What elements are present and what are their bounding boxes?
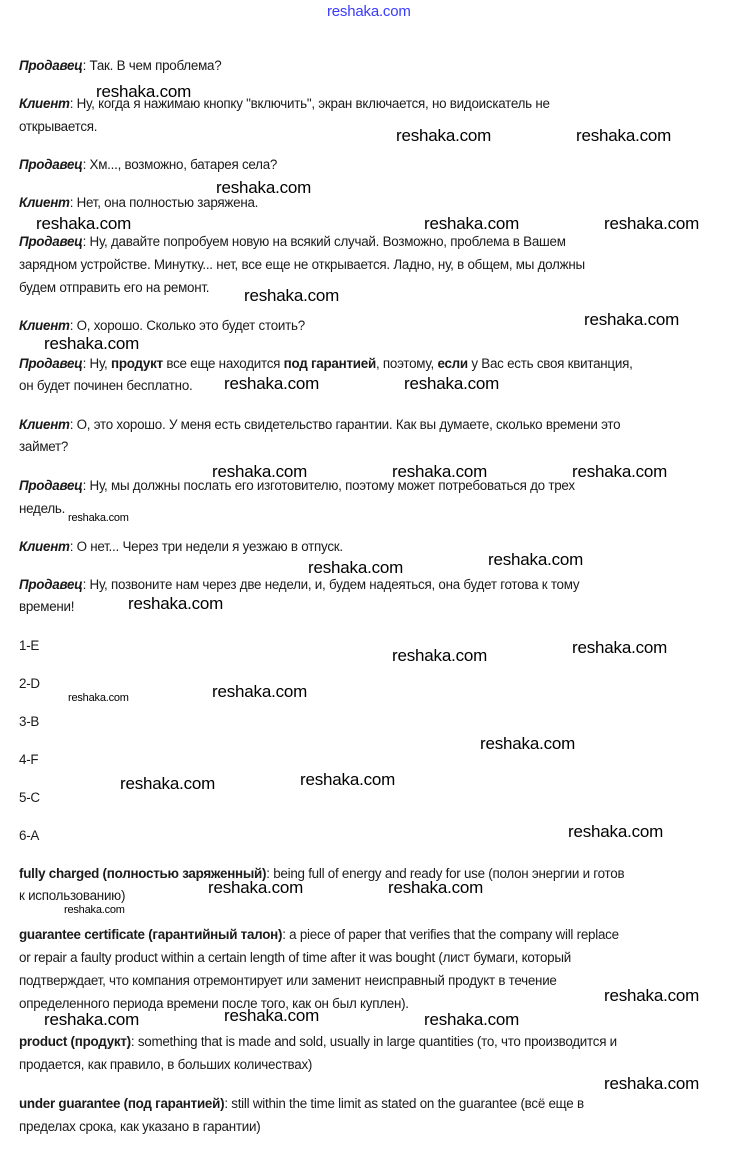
answer-item: 3-B [19,714,40,729]
dialogue-line: недель. [19,501,66,516]
answer-item: 5-C [19,790,40,805]
glossary-line: fully charged (полностью заряженный): being full of energy and ready for use (полон энергии и готов [19,866,625,881]
watermark: reshaka.com [576,126,672,145]
watermark: reshaka.com [216,178,312,197]
glossary-line: under guarantee (под гарантией): still within the time limit as stated on the guarantee (всё еще в [19,1096,584,1111]
watermark: reshaka.com [488,550,584,569]
watermark: reshaka.com [396,126,492,145]
watermark-small: reshaka.com [64,904,125,916]
watermark: reshaka.com [572,638,668,657]
glossary-line: к использованию) [19,888,126,903]
dialogue-line: открывается. [19,119,98,134]
watermark: reshaka.com [568,822,664,841]
dialogue-line: Продавец: Ну, давайте попробуем новую на всякий случай. Возможно, проблема в Вашем [19,234,566,249]
watermark: reshaka.com [120,774,216,793]
dialogue-line: Продавец: Хм..., возможно, батарея села? [19,157,278,172]
watermark: reshaka.com [604,986,700,1005]
watermark: reshaka.com [388,878,484,897]
dialogue-line: времени! [19,599,75,614]
watermark: reshaka.com [424,1010,520,1029]
watermark: reshaka.com [308,558,404,577]
watermark: reshaka.com [36,214,132,233]
watermark: reshaka.com [424,214,520,233]
watermark: reshaka.com [404,374,500,393]
dialogue-line: Продавец: Ну, продукт все еще находится под гарантией, поэтому, если у Вас есть своя квитанция, [19,356,633,371]
watermark: reshaka.com [44,334,140,353]
dialogue-line: Продавец: Ну, позвоните нам через две недели, и, будем надеяться, она будет готова к тому [19,577,580,592]
watermark-small: reshaka.com [68,512,129,524]
watermark: reshaka.com [572,462,668,481]
watermark: reshaka.com [300,770,396,789]
glossary-line: guarantee certificate (гарантийный талон): a piece of paper that verifies that the company will replace [19,927,619,942]
watermark: reshaka.com [212,682,308,701]
watermark: reshaka.com [584,310,680,329]
dialogue-line: Клиент: Ну, когда я нажимаю кнопку "включить", экран включается, но видоискатель не [19,96,550,111]
watermark: reshaka.com [44,1010,140,1029]
glossary-line: product (продукт): something that is made and sold, usually in large quantities (то, что производится и [19,1034,617,1049]
dialogue-line: Клиент: О, это хорошо. У меня есть свидетельство гарантии. Как вы думаете, сколько времени это [19,417,621,432]
watermark: reshaka.com [392,462,488,481]
watermark: reshaka.com [604,214,700,233]
dialogue-line: займет? [19,439,69,454]
dialogue-line: Клиент: О, хорошо. Сколько это будет стоить? [19,318,305,333]
watermark: reshaka.com [604,1074,700,1093]
dialogue-line: Клиент: О нет... Через три недели я уезжаю в отпуск. [19,539,343,554]
dialogue-line: Продавец: Так. В чем проблема? [19,58,222,73]
dialogue-line: будем отправить его на ремонт. [19,280,210,295]
watermark: reshaka.com [212,462,308,481]
answer-item: 1-E [19,638,40,653]
glossary-line: пределах срока, как указано в гарантии) [19,1119,261,1134]
dialogue-line: он будет починен бесплатно. [19,378,193,393]
dialogue-line: зарядном устройстве. Минутку... нет, все еще не открывается. Ладно, ну, в общем, мы должны [19,257,585,272]
glossary-line: определенного периода времени после того, как он был куплен). [19,996,409,1011]
dialogue-line: Продавец: Ну, мы должны послать его изготовителю, поэтому может потребоваться до трех [19,478,575,493]
watermark: reshaka.com [480,734,576,753]
glossary-line: подтверждает, что компания отремонтирует или заменит неисправный продукт в течение [19,973,557,988]
answer-item: 4-F [19,752,39,767]
glossary-line: продается, как правило, в больших количествах) [19,1057,313,1072]
watermark: reshaka.com [224,374,320,393]
watermark-header: reshaka.com [327,3,411,20]
watermark: reshaka.com [392,646,488,665]
answer-item: 6-A [19,828,40,843]
watermark: reshaka.com [244,286,340,305]
watermark: reshaka.com [96,82,192,101]
dialogue-line: Клиент: Нет, она полностью заряжена. [19,195,259,210]
glossary-line: or repair a faulty product within a certain length of time after it was bought (лист бумаги, который [19,950,571,965]
answer-item: 2-D [19,676,40,691]
watermark: reshaka.com [128,594,224,613]
watermark: reshaka.com [208,878,304,897]
watermark: reshaka.com [224,1006,320,1025]
watermark-small: reshaka.com [68,692,129,704]
